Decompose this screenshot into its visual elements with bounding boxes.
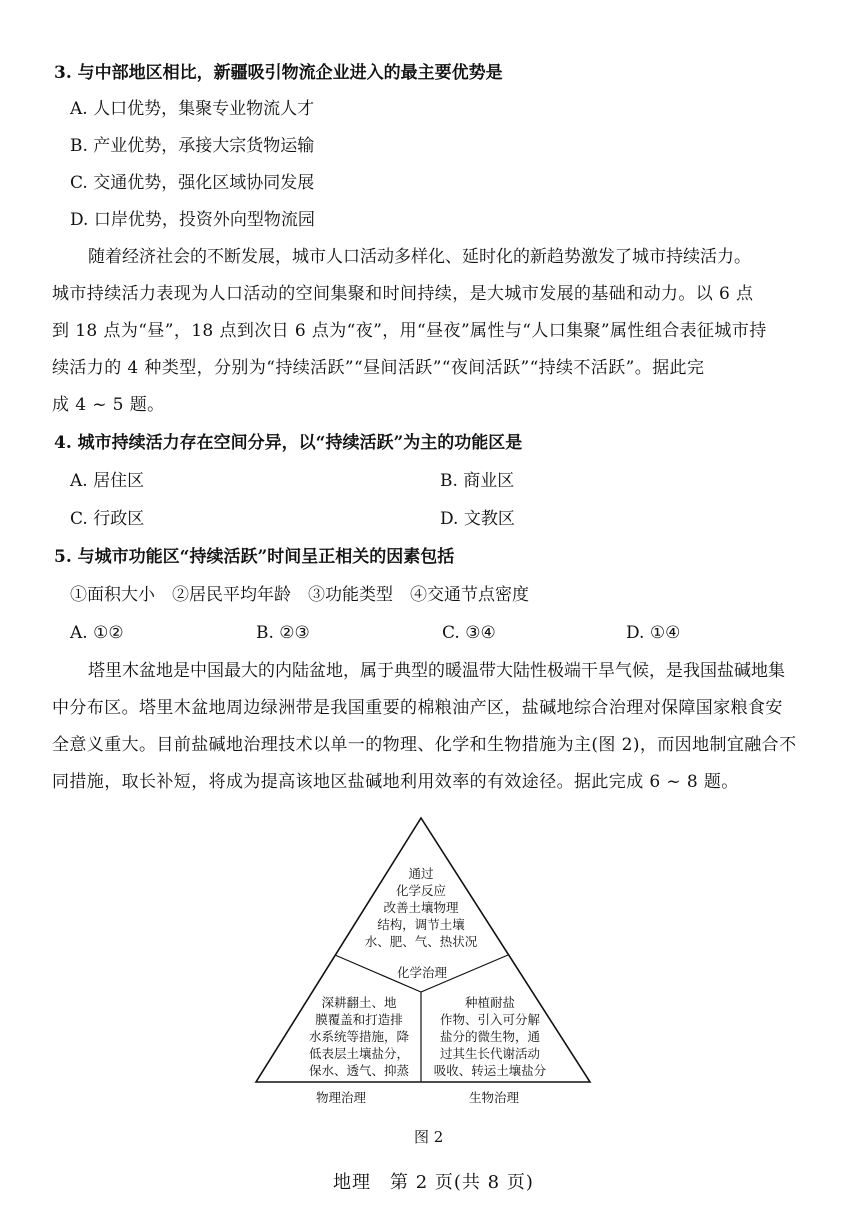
question-3-option-a: A. 人口优势，集聚专业物流人才 [70, 99, 315, 119]
diagram-text-line: 结构，调节土壤 [377, 917, 465, 932]
question-3-option-d: D. 口岸优势，投资外向型物流园 [70, 210, 315, 230]
saline-alkali-treatment-diagram [250, 812, 600, 1112]
question-4-option-a: A. 居住区 [70, 471, 145, 491]
passage1-line: 成 4 ~ 5 题。 [52, 395, 165, 415]
diagram-text-line: 膜覆盖和打造排 [315, 1012, 403, 1027]
question-4-option-b: B. 商业区 [440, 471, 515, 491]
passage1-line: 到 18 点为“昼”，18 点到次日 6 点为“夜”，用“昼夜”属性与“人口集聚”属性组合表征城市持 [52, 321, 767, 341]
diagram-text-line: 盐分的微生物，通 [439, 1029, 540, 1044]
passage2-line: 中分布区。塔里木盆地周边绿洲带是我国重要的棉粮油产区，盐碱地综合治理对保障国家粮食安 [52, 698, 783, 718]
question-4-stem: 4. 城市持续活力存在空间分异，以“持续活跃”为主的功能区是 [54, 433, 523, 453]
diagram-text-line: 低表层土壤盐分， [308, 1046, 409, 1061]
question-4-option-c: C. 行政区 [70, 509, 145, 529]
passage1-line: 随着经济社会的不断发展，城市人口活动多样化、延时化的新趋势激发了城市持续活力。 [88, 247, 751, 267]
diagram-text-line: 保水、透气、抑蒸 [308, 1063, 409, 1078]
diagram-text-line: 通过 [408, 866, 434, 881]
diagram-text-line: 水系统等措施，降 [308, 1029, 409, 1044]
diagram-text-line: 深耕翻土、地 [321, 995, 397, 1010]
page-footer: 地理 第 2 页(共 8 页) [333, 1172, 534, 1193]
question-4-option-d: D. 文教区 [440, 509, 515, 529]
diagram-text-line: 吸收、转运土壤盐分 [433, 1063, 547, 1078]
passage1-line: 城市持续活力表现为人口活动的空间集聚和时间持续，是大城市发展的基础和动力。以 6 点 [52, 284, 754, 304]
question-5-option-d: D. ①④ [626, 623, 681, 643]
biological-treatment-text [424, 994, 556, 1079]
diagram-text-line: 作物、引入可分解 [439, 1012, 540, 1027]
diagram-text-line: 种植耐盐 [464, 995, 515, 1010]
diagram-text-line: 水、肥、气、热状况 [364, 934, 478, 949]
chemical-treatment-text [346, 865, 496, 950]
question-5-factors: ①面积大小 ②居民平均年龄 ③功能类型 ④交通节点密度 [70, 585, 529, 605]
diagram-text-line: 化学反应 [395, 883, 446, 898]
question-5-stem: 5. 与城市功能区“持续活跃”时间呈正相关的因素包括 [54, 547, 455, 567]
physical-treatment-text [298, 994, 420, 1079]
question-5-option-b: B. ②③ [256, 623, 310, 643]
figure-caption: 图 2 [414, 1128, 444, 1146]
question-3-option-b: B. 产业优势，承接大宗货物运输 [70, 136, 315, 156]
question-3-option-c: C. 交通优势，强化区域协同发展 [70, 173, 315, 193]
passage2-line: 同措施，取长补短，将成为提高该地区盐碱地利用效率的有效途径。据此完成 6 ~ 8 题。 [52, 772, 739, 792]
passage2-line: 塔里木盆地是中国最大的内陆盆地，属于典型的暖温带大陆性极端干旱气候，是我国盐碱地集 [88, 661, 785, 681]
question-5-option-c: C. ③④ [442, 623, 496, 643]
question-5-option-a: A. ①② [70, 623, 124, 643]
diagram-text-line: 过其生长代谢活动 [439, 1046, 540, 1061]
diagram-text-line: 改善土壤物理 [383, 900, 459, 915]
passage1-line: 续活力的 4 种类型，分别为“持续活跃”“昼间活跃”“夜间活跃”“持续不活跃”。据此完 [52, 358, 705, 378]
chemical-treatment-label: 化学治理 [397, 965, 448, 980]
passage2-line: 全意义重大。目前盐碱地治理技术以单一的物理、化学和生物措施为主(图 2)，而因地制宜融合不 [52, 735, 797, 755]
question-3-stem: 3. 与中部地区相比，新疆吸引物流企业进入的最主要优势是 [54, 63, 503, 83]
biological-treatment-label: 生物治理 [469, 1090, 520, 1105]
physical-treatment-label: 物理治理 [316, 1090, 367, 1105]
